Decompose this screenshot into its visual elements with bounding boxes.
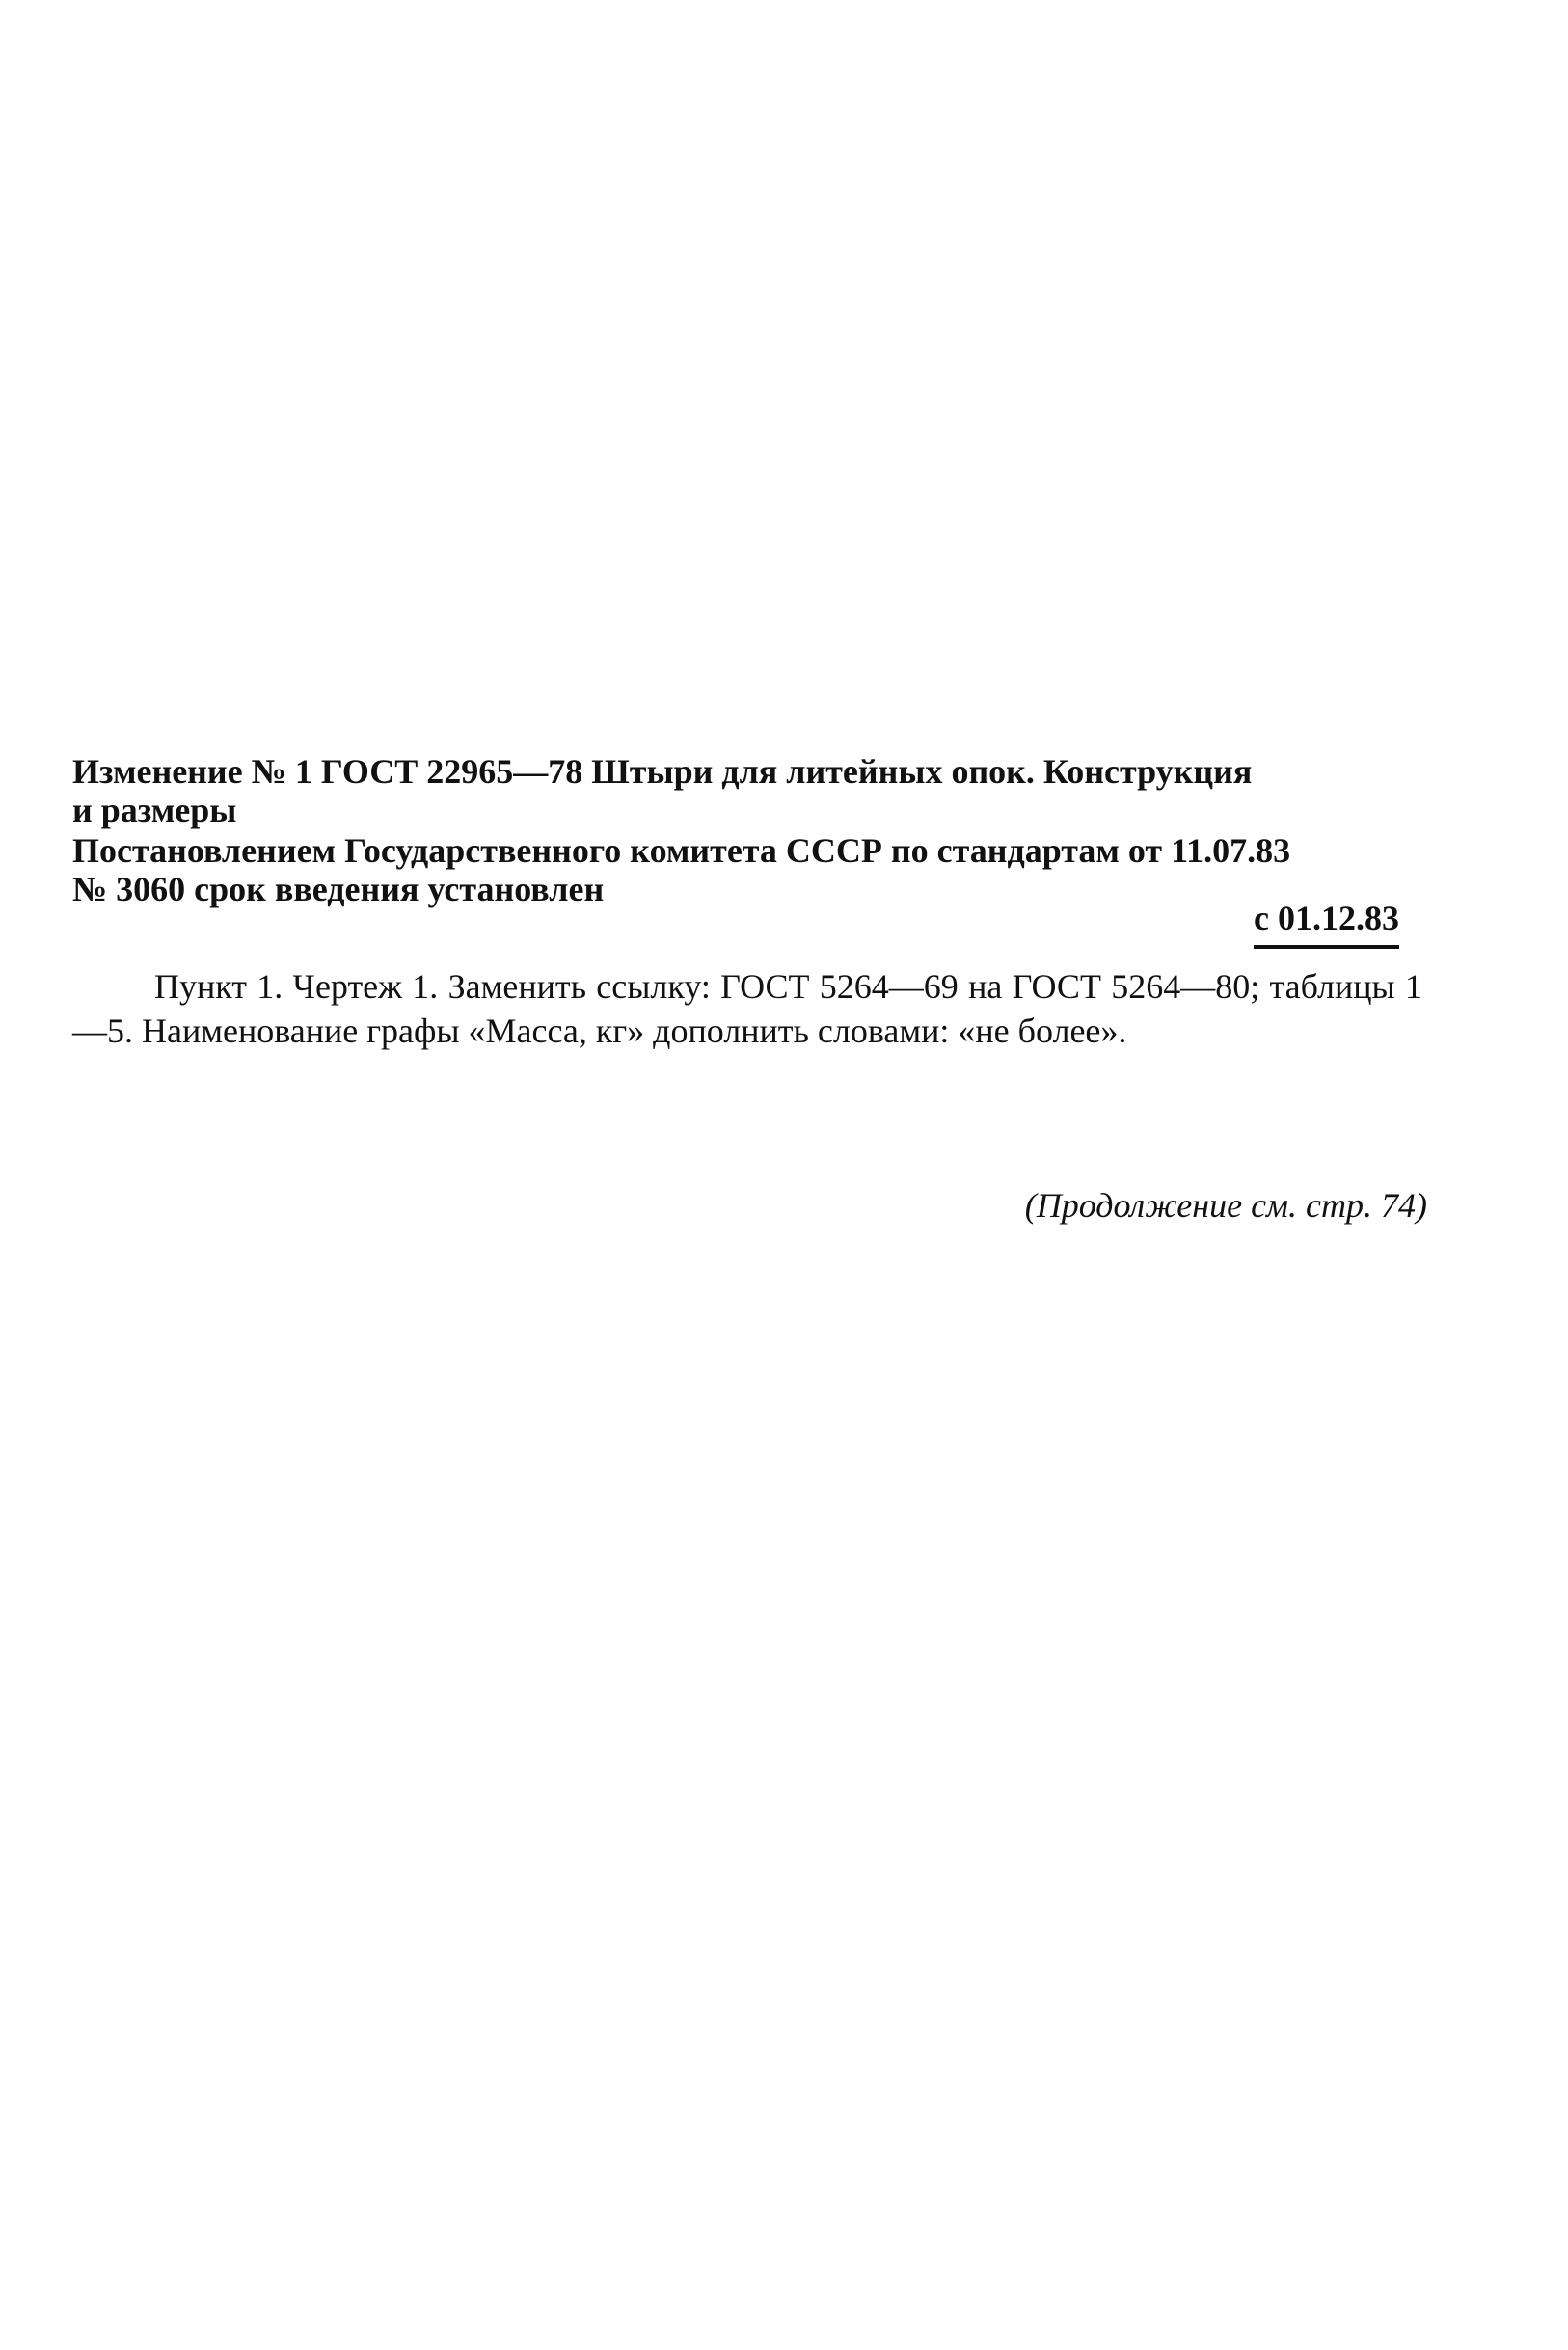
- effective-date: с 01.12.83: [1254, 899, 1399, 949]
- amendment-body: [72, 964, 1422, 1053]
- amendment-title-line-2: и размеры: [72, 791, 237, 829]
- amendment-title-line-1: Изменение № 1 ГОСТ 22965—78 Штыри для литейных опок. Конструкция: [72, 752, 1253, 791]
- amendment-title: [72, 752, 1422, 829]
- decree-line-2: № 3060 срок введения установлен: [72, 870, 605, 908]
- amendment-paragraph: Пункт 1. Чертеж 1. Заменить ссылку: ГОСТ 5264—69 на ГОСТ 5264—80; таблицы 1—5. Наименование графы «Масса, кг» дополнить словами: «не более».: [72, 967, 1422, 1050]
- decree-line-1: Постановлением Государственного комитета СССР по стандартам от 11.07.83: [72, 831, 1291, 870]
- continuation-note: (Продолжение см. стр. 74): [1024, 1186, 1427, 1225]
- decree-statement: [72, 831, 1422, 908]
